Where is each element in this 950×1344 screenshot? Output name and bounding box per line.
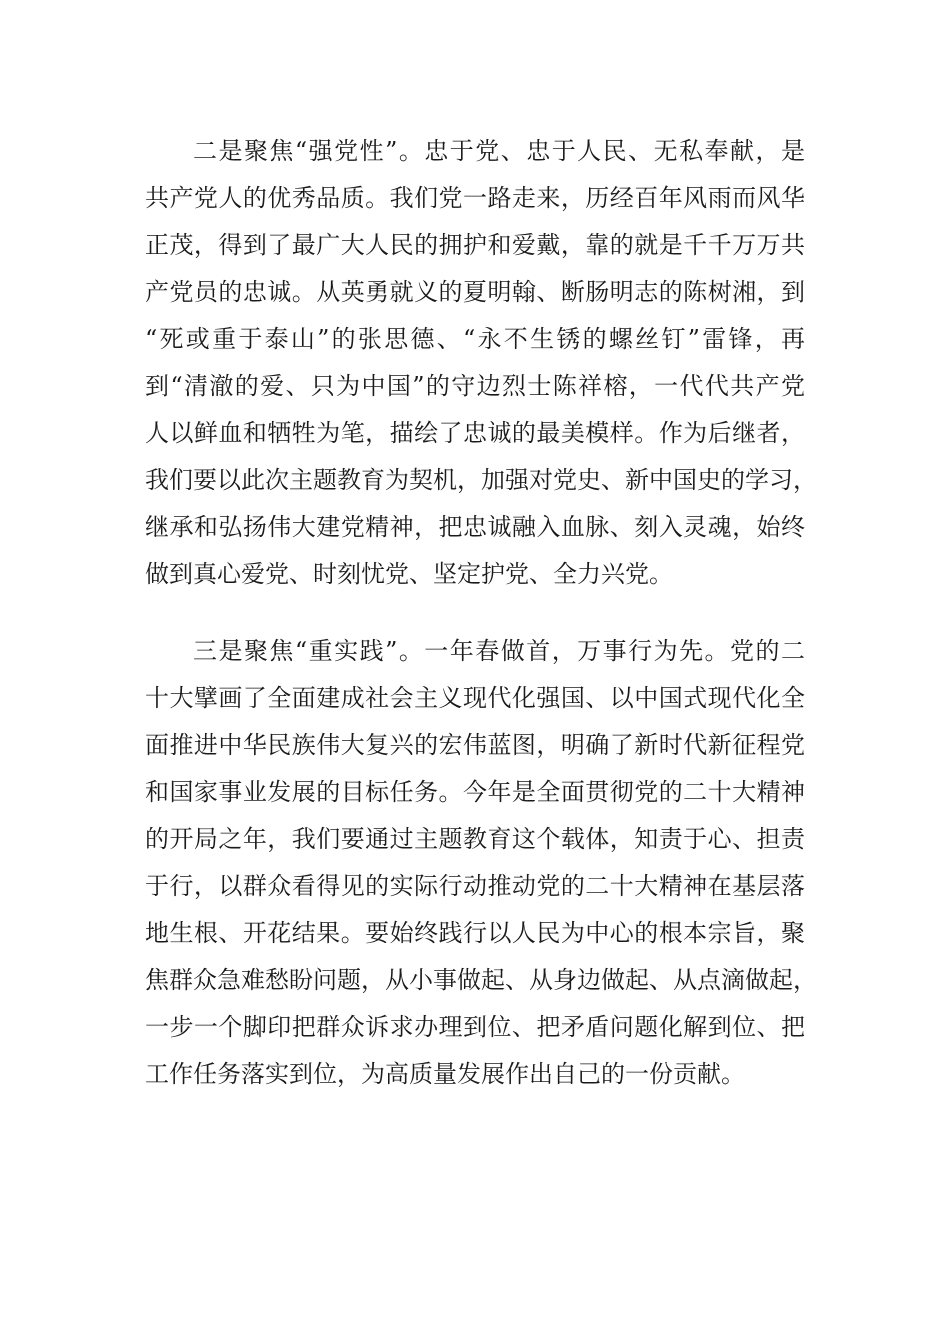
text-line: 一步一个脚印把群众诉求办理到位、把矛盾问题化解到位、把 (145, 1013, 805, 1041)
text-line: 共产党人的优秀品质。我们党一路走来，历经百年风雨而风华 (145, 184, 805, 212)
text-line: 焦群众急难愁盼问题，从小事做起、从身边做起、从点滴做起， (145, 966, 817, 994)
text-line: 二是聚焦“强党性”。忠于党、忠于人民、无私奉献，是 (193, 137, 805, 165)
text-line: 地生根、开花结果。要始终践行以人民为中心的根本宗旨，聚 (145, 919, 805, 947)
text-line: 三是聚焦“重实践”。一年春做首，万事行为先。党的二 (193, 637, 805, 665)
document-body (145, 128, 817, 1098)
text-line: 和国家事业发展的目标任务。今年是全面贯彻党的二十大精神 (145, 778, 805, 806)
text-line: 面推进中华民族伟大复兴的宏伟蓝图，明确了新时代新征程党 (145, 731, 805, 759)
paragraph-spacer (145, 598, 805, 628)
text-line: 继承和弘扬伟大建党精神，把忠诚融入血脉、刻入灵魂，始终 (145, 513, 805, 541)
text-line: 于行，以群众看得见的实际行动推动党的二十大精神在基层落 (145, 872, 805, 900)
text-line: 正茂，得到了最广大人民的拥护和爱戴，靠的就是千千万万共 (145, 231, 805, 259)
text-line: 做到真心爱党、时刻忧党、坚定护党、全力兴党。 (145, 560, 673, 588)
text-line: 人以鲜血和牺牲为笔，描绘了忠诚的最美模样。作为后继者， (145, 419, 805, 447)
text-line: 的开局之年，我们要通过主题教育这个载体，知责于心、担责 (145, 825, 805, 853)
text-line: 产党员的忠诚。从英勇就义的夏明翰、断肠明志的陈树湘，到 (145, 278, 805, 306)
paragraph-emphasize-practice (145, 628, 817, 1098)
text-line: 到“清澈的爱、只为中国”的守边烈士陈祥榕，一代代共产党 (145, 372, 805, 400)
text-line: 十大擘画了全面建成社会主义现代化强国、以中国式现代化全 (145, 684, 805, 712)
text-line: 工作任务落实到位，为高质量发展作出自己的一份贡献。 (145, 1060, 745, 1088)
text-line: 我们要以此次主题教育为契机，加强对党史、新中国史的学习， (145, 466, 817, 494)
paragraph-strengthen-party-spirit (145, 128, 817, 598)
text-line: “死或重于泰山”的张思德、“永不生锈的螺丝钉”雷锋，再 (145, 325, 805, 353)
